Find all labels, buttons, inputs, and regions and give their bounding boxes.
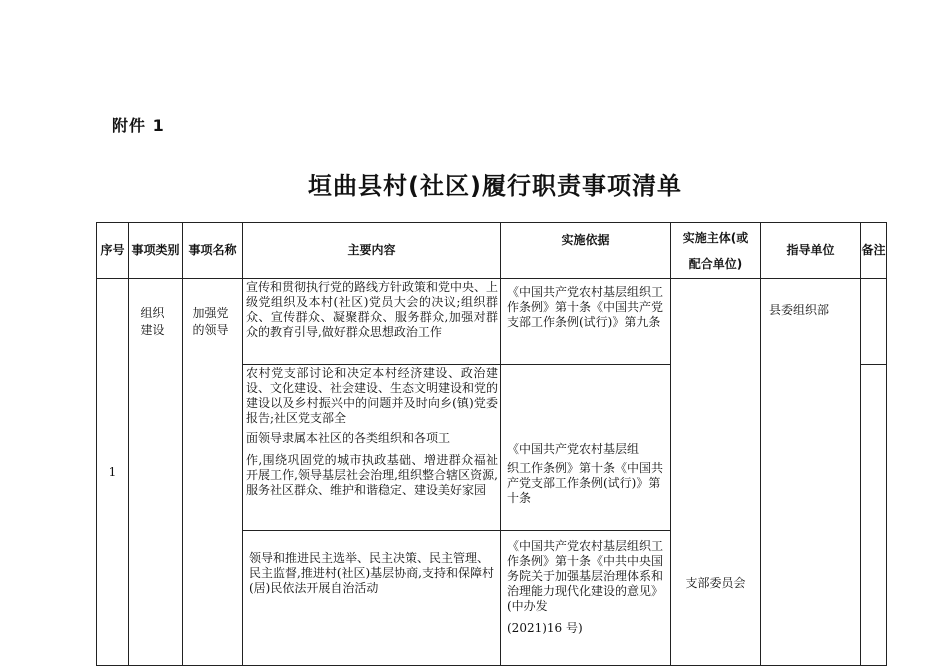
header-content: 主要内容 [243, 223, 501, 279]
header-remark: 备注 [861, 223, 887, 279]
guide-cell: 县委组织部 [761, 279, 861, 666]
header-subject: 实施主体(或 配合单位) [671, 223, 761, 279]
duties-table [96, 222, 887, 666]
name-cell: 加强党的领导 [183, 279, 243, 666]
header-basis: 实施依据 [501, 223, 671, 279]
basis-cell: 《中国共产党农村基层组织工作条例》第十条《中国共产党支部工作条例(试行)》第九条 [501, 279, 671, 365]
category-cell: 组织建设 [129, 279, 183, 666]
header-category: 事项类别 [129, 223, 183, 279]
header-guide: 指导单位 [761, 223, 861, 279]
basis-cell: 《中国共产党农村基层组织工作条例》第十条《中共中央国务院关于加强基层治理体系和治理能力现代化建设的意见》(中办发 (2021)16 号) [501, 531, 671, 666]
subject-cell: 支部委员会 [671, 279, 761, 666]
header-seq: 序号 [97, 223, 129, 279]
header-row [97, 223, 887, 279]
content-cell: 农村党支部讨论和决定本村经济建设、政治建设、文化建设、社会建设、生态文明建设和党的建设以及乡村振兴中的问题并及时向乡(镇)党委报告;社区党支部全 面领导隶属本社区的各类组织和各项工 作,围绕巩固党的城市执政基础、增进群众福祉开展工作,领导基层社会治理,组织整合辖区资源,服务社区群众、维护和谐稳定、建设美好家园 [243, 365, 501, 531]
seq-cell: 1 [97, 279, 129, 666]
content-cell: 宣传和贯彻执行党的路线方针政策和党中央、上级党组织及本村(社区)党员大会的决议;组织群众、宣传群众、凝聚群众、服务群众,加强对群众的教育引导,做好群众思想政治工作 [243, 279, 501, 365]
table-row [97, 279, 887, 365]
remark-cell [861, 279, 887, 365]
document-title: 垣曲县村(社区)履行职责事项清单 [308, 172, 682, 200]
header-name: 事项名称 [183, 223, 243, 279]
content-cell: 领导和推进民主选举、民主决策、民主管理、民主监督,推进村(社区)基层协商,支持和保障村(居)民依法开展自治活动 [243, 531, 501, 666]
basis-cell: 《中国共产党农村基层组 织工作条例》第十条《中国共产党支部工作条例(试行)》第十条 [501, 365, 671, 531]
attachment-label: 附件 1 [112, 116, 165, 135]
remark-cell [861, 365, 887, 666]
